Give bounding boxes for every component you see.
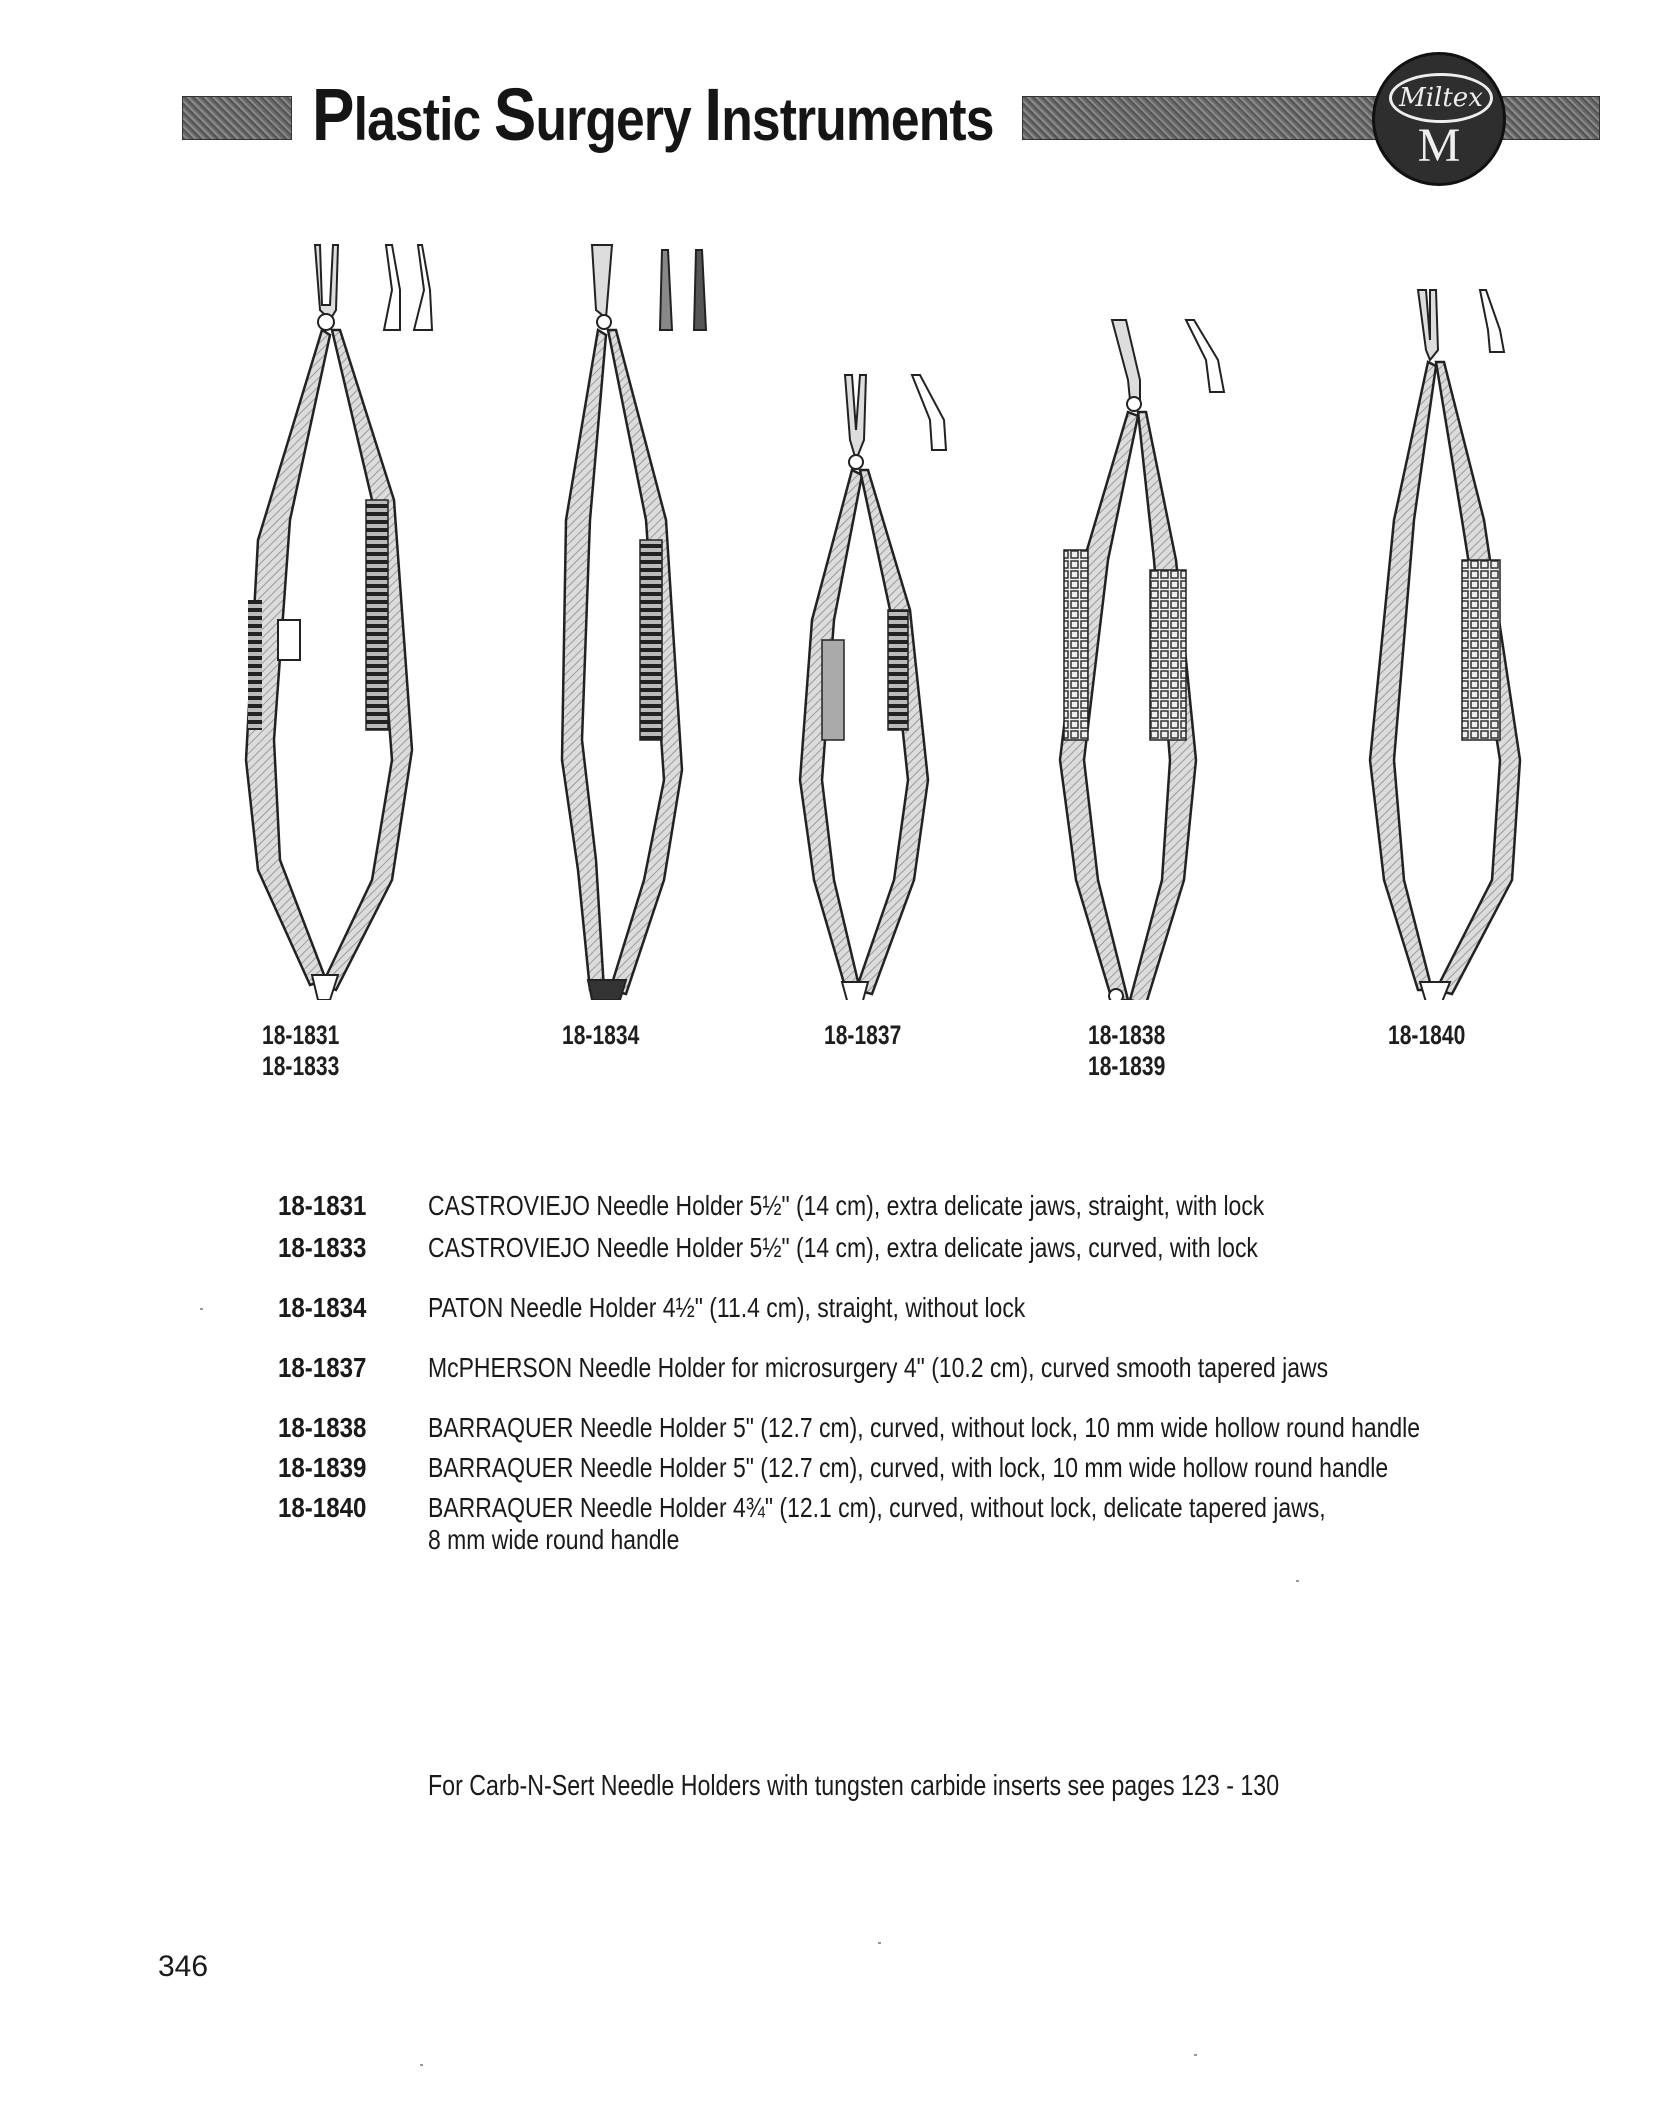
figure-label-5 xyxy=(1388,1020,1465,1051)
scan-speck xyxy=(420,2064,423,2066)
item-description: BARRAQUER Needle Holder 5" (12.7 cm), curved, without lock, 10 mm wide hollow round handle xyxy=(428,1412,1421,1443)
item-code: 18-1837 xyxy=(278,1352,367,1383)
scan-speck xyxy=(878,1942,881,1944)
title-word: urgery xyxy=(535,86,705,153)
figure-label-line: 18-1840 xyxy=(1388,1020,1466,1050)
needle-holder-18-1838-illustration xyxy=(1060,320,1224,1000)
item-description: McPHERSON Needle Holder for microsurgery 4" (10.2 cm), curved smooth tapered jaws xyxy=(428,1352,1329,1383)
logo-mark: M xyxy=(1417,119,1461,172)
figure-label-1 xyxy=(262,1020,339,1082)
item-description-continued: 8 mm wide round handle xyxy=(428,1524,680,1555)
logo-script: Miltex xyxy=(1389,73,1493,123)
figure-label-3 xyxy=(824,1020,901,1051)
item-code: 18-1833 xyxy=(278,1232,367,1263)
item-description: CASTROVIEJO Needle Holder 5½" (14 cm), extra delicate jaws, straight, with lock xyxy=(428,1190,1265,1221)
item-description: PATON Needle Holder 4½" (11.4 cm), straight, without lock xyxy=(428,1292,1026,1323)
footnote: For Carb-N-Sert Needle Holders with tungsten carbide inserts see pages 123 - 130 xyxy=(428,1770,1280,1802)
figure-label-4 xyxy=(1088,1020,1165,1082)
scan-speck xyxy=(1194,2054,1197,2056)
figure-label-line: 18-1838 xyxy=(1088,1020,1166,1050)
figure-label-line: 18-1833 xyxy=(262,1051,340,1081)
title-initial: I xyxy=(704,73,722,156)
item-code: 18-1834 xyxy=(278,1292,367,1323)
item-code: 18-1831 xyxy=(278,1190,367,1221)
title-word: nstruments xyxy=(721,86,994,153)
item-code: 18-1838 xyxy=(278,1412,367,1443)
instrument-illustrations xyxy=(0,0,1655,1000)
scan-speck xyxy=(200,1308,203,1310)
title-initial: S xyxy=(493,73,536,156)
item-description: BARRAQUER Needle Holder 4¾" (12.1 cm), curved, without lock, delicate tapered jaws, xyxy=(428,1492,1326,1523)
title-initial: P xyxy=(312,73,354,156)
item-code: 18-1840 xyxy=(278,1492,367,1523)
needle-holder-18-1831-illustration xyxy=(246,245,432,1000)
figure-label-line: 18-1831 xyxy=(262,1020,340,1050)
title-word: lastic xyxy=(353,86,494,153)
page-number: 346 xyxy=(158,1950,209,1983)
figure-label-2 xyxy=(562,1020,639,1051)
needle-holder-18-1834-illustration xyxy=(562,245,706,1000)
figure-label-line: 18-1834 xyxy=(562,1020,640,1050)
needle-holder-18-1837-illustration xyxy=(800,375,946,1000)
figure-label-line: 18-1837 xyxy=(824,1020,902,1050)
item-description: CASTROVIEJO Needle Holder 5½" (14 cm), extra delicate jaws, curved, with lock xyxy=(428,1232,1258,1263)
item-code: 18-1839 xyxy=(278,1452,367,1483)
needle-holder-18-1840-illustration xyxy=(1370,290,1520,1000)
figure-label-line: 18-1839 xyxy=(1088,1051,1166,1081)
item-description: BARRAQUER Needle Holder 5" (12.7 cm), curved, with lock, 10 mm wide hollow round handle xyxy=(428,1452,1389,1483)
scan-speck xyxy=(1296,1580,1299,1582)
